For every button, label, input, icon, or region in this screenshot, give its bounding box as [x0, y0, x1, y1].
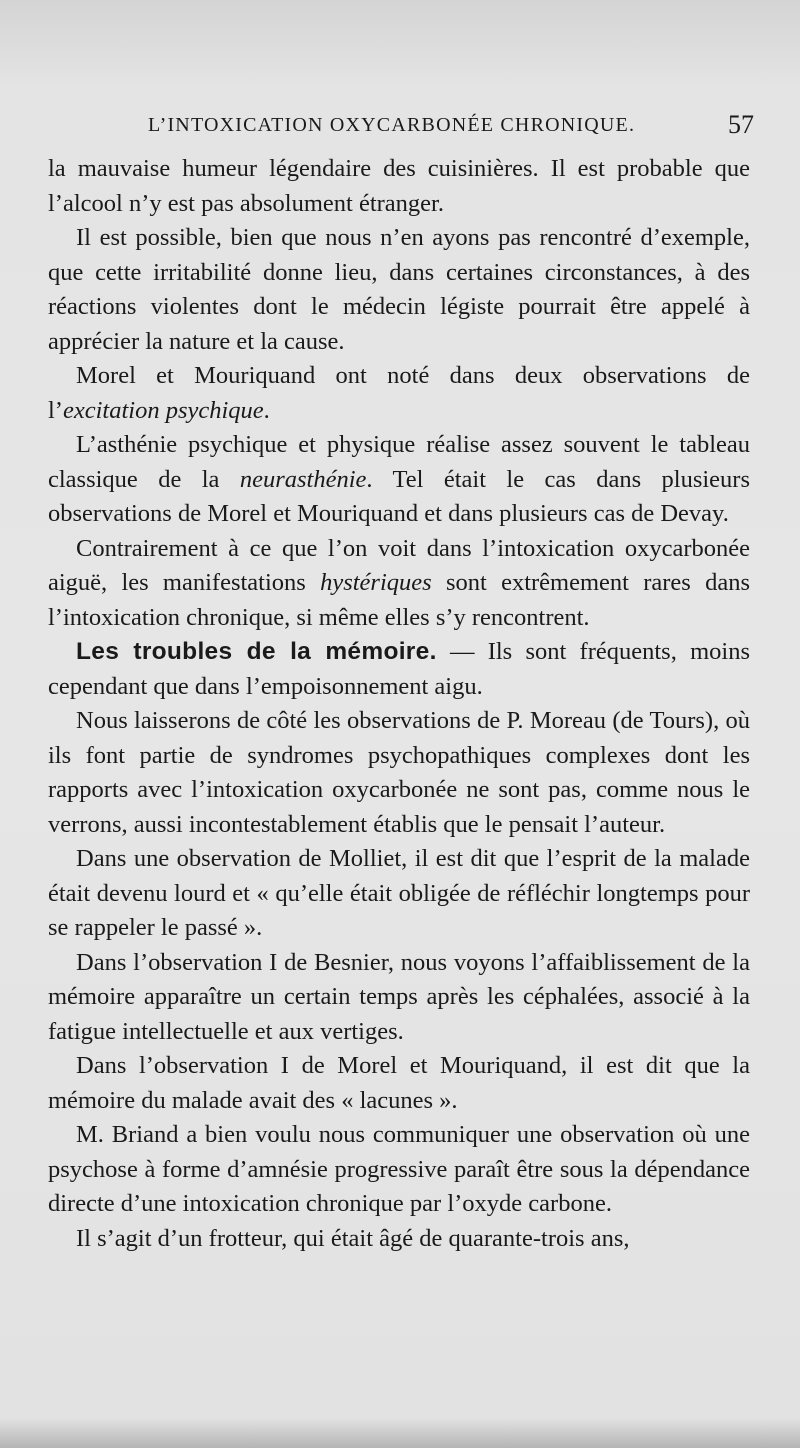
paragraph: [48, 842, 750, 946]
text-run: la mauvaise humeur légendaire des cuisinières. Il est probable que l’alcool n’y est pas absolument étranger.: [48, 155, 750, 217]
text-run: Il est possible, bien que nous n’en ayons pas rencontré d’exemple, que cette irritabilité donne lieu, dans certaines circonstances, à des réactions violentes dont le médecin légiste pourrait être appelé à apprécier la nature et la cause.: [48, 224, 750, 355]
running-title: L’INTOXICATION OXYCARBONÉE CHRONIQUE.: [148, 114, 636, 136]
text-run: . Tel était le cas dans plusieurs observations de Morel et Mouriquand et dans plusieurs cas de Devay.: [48, 465, 750, 527]
text-run: Nous laisserons de côté les observations de P. Moreau (de Tours), où ils font partie de syndromes psychopathiques complexes dont les rapports avec l’intoxication oxycarbonée ne sont pas, comme nous le verrons, aussi incontestablement établis que le pensait l’auteur.: [48, 707, 750, 838]
body-text: [48, 152, 750, 1256]
text-run: Contrairement à ce que l’on voit dans l’intoxication oxycarbonée aiguë, les manifestations: [48, 534, 750, 596]
paragraph: [48, 1222, 750, 1257]
italic-term: hystériques: [320, 569, 432, 596]
text-run: Dans une observation de Molliet, il est dit que l’esprit de la malade était devenu lourd et « qu’elle était obligée de réfléchir longtemps pour se rappeler le passé ».: [48, 845, 750, 941]
paragraph: [48, 221, 750, 359]
paragraph: [48, 532, 750, 636]
paragraph: [48, 1049, 750, 1118]
page-number: 57: [728, 110, 754, 139]
section-heading: Les troubles de la mémoire.: [76, 638, 437, 665]
text-run: sont extrêmement rares dans l’intoxication chronique, si même elles s’y rencontrent.: [48, 569, 751, 631]
italic-term: neurasthénie: [239, 465, 367, 493]
text-run: Dans l’observation I de Morel et Mouriquand, il est dit que la mémoire du malade avait des « lacunes ».: [48, 1052, 750, 1114]
text-run: Il s’agit d’un frotteur, qui était âgé de quarante-trois ans,: [76, 1224, 630, 1252]
text-run: — Ils sont fréquents, moins cependant que dans l’empoisonnement aigu.: [48, 638, 750, 700]
paragraph: [48, 1118, 750, 1222]
text-run: Morel et Mouriquand ont noté dans deux observations de l’: [48, 362, 750, 424]
text-run: L’asthénie psychique et physique réalise assez souvent le tableau classique de la: [48, 431, 750, 493]
page-header: [48, 110, 770, 142]
text-run: Dans l’observation I de Besnier, nous voyons l’affaiblissement de la mémoire apparaître un certain temps après les céphalées, associé à la fatigue intellectuelle et aux vertiges.: [48, 948, 750, 1045]
paragraph: [48, 635, 750, 704]
paragraph: [48, 359, 750, 428]
page-edge-shadow: [0, 1418, 800, 1448]
paragraph: [48, 152, 750, 221]
text-run: M. Briand a bien voulu nous communiquer une observation où une psychose à forme d’amnésie progressive paraît être sous la dépendance directe d’une intoxication chronique par l’oxyde carbone.: [48, 1121, 750, 1217]
paragraph: [48, 704, 750, 842]
paragraph: [48, 946, 750, 1050]
text-run: .: [263, 396, 270, 424]
italic-term: excitation psychique: [62, 396, 264, 424]
paragraph: [48, 428, 750, 532]
